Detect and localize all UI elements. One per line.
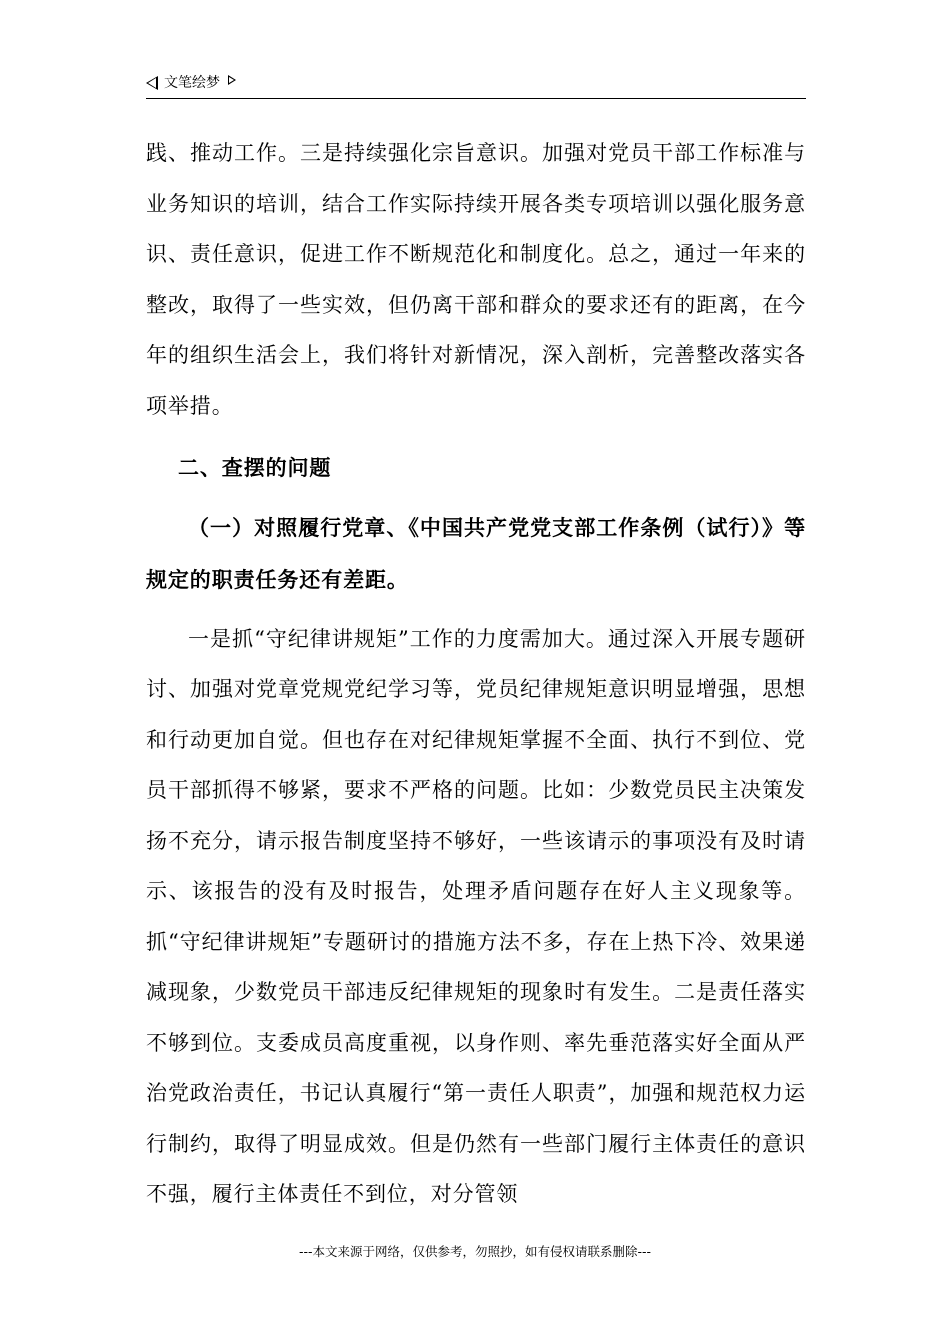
section-heading: 二、查摆的问题 — [178, 455, 332, 480]
page-header — [146, 72, 806, 99]
paragraph-continuation: 践、推动工作。三是持续强化宗旨意识。加强对党员干部工作标准与业务知识的培训，结合工作实际持续开展各类专项培训以强化服务意识、责任意识，促进工作不断规范化和制度化。总之，通过一年来的整改，取得了一些实效，但仍离干部和群众的要求还有的距离，在今年的组织生活会上，我们将针对新情况，深入剖析，完善整改落实各项举措。 — [146, 141, 806, 418]
triangle-right-icon — [228, 75, 236, 85]
footer-notice: ---本文来源于网络，仅供参考，勿照抄，如有侵权请联系删除--- — [298, 1244, 652, 1259]
header-brand: 文笔绘梦 — [164, 75, 220, 91]
paragraph-body: 一是抓“守纪律讲规矩”工作的力度需加大。通过深入开展专题研讨、加强对党章党规党纪学习等，党员纪律规矩意识明显增强，思想和行动更加自觉。但也存在对纪律规矩掌握不全面、执行不到位、党员干部抓得不够紧，要求不严格的问题。比如：少数党员民主决策发扬不充分，请示报告制度坚持不够好，一些该请示的事项没有及时请示、该报告的没有及时报告，处理矛盾问题存在好人主义现象等。抓“守纪律讲规矩”专题研讨的措施方法不多，存在上热下冷、效果递减现象，少数党员干部违反纪律规矩的现象时有发生。二是责任落实不够到位。支委成员高度重视，以身作则、率先垂范落实好全面从严治党政治责任，书记认真履行“第一责任人职责”，加强和规范权力运行制约，取得了明显成效。但是仍然有一些部门履行主体责任的意识不强，履行主体责任不到位，对分管领 — [146, 626, 806, 1206]
subsection-heading: （一）对照履行党章、《中国共产党党支部工作条例（试行）》等规定的职责任务还有差距。 — [146, 514, 806, 592]
document-body — [146, 128, 806, 1220]
triangle-left-icon — [146, 76, 158, 90]
